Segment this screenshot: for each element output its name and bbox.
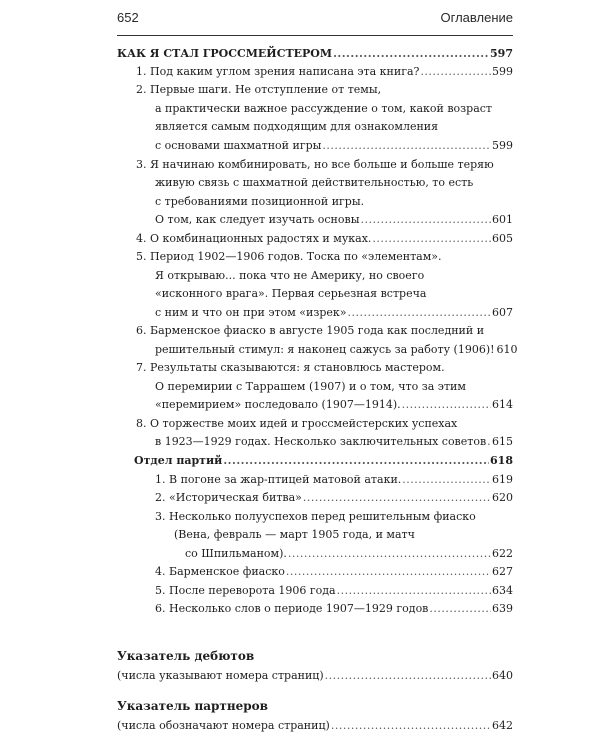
toc-entry[interactable] — [155, 210, 513, 229]
leader-dots — [331, 716, 491, 735]
toc-entry[interactable] — [136, 247, 513, 266]
toc-entry-title: 1. Под каким углом зрения написана эта книга? — [136, 65, 420, 78]
index-entry-openings[interactable] — [117, 666, 513, 685]
toc-entry[interactable] — [155, 377, 513, 396]
toc-entry[interactable] — [136, 80, 513, 99]
toc-entry-title: 5. Период 1902—1906 годов. Тоска по «элементам». — [136, 250, 442, 263]
toc-entry-title: решительный стимул: я наконец сажусь за работу (1906)! — [155, 343, 495, 356]
toc-entry-page: 619 — [492, 473, 513, 486]
index-title-partners[interactable]: Указатель партнеров — [117, 699, 269, 713]
toc-entry[interactable] — [136, 321, 513, 340]
leader-dots — [487, 432, 491, 451]
toc-entry-title: 6. Барменское фиаско в августе 1905 года как последний и — [136, 324, 485, 337]
toc-entry[interactable] — [155, 136, 513, 155]
leader-dots — [402, 470, 491, 489]
leader-dots — [337, 581, 491, 600]
toc-entry[interactable] — [155, 432, 513, 451]
toc-entry-title: Отдел партий — [134, 454, 223, 467]
toc-entry-title: живую связь с шахматной действительностью, то есть — [155, 176, 474, 189]
toc-entry-title: с требованиями позиционной игры. — [155, 195, 365, 208]
toc-entry-title: 4. Барменское фиаско — [155, 565, 285, 578]
toc-entry-page: 620 — [492, 491, 513, 504]
leader-dots — [347, 303, 491, 322]
toc-entry-title: (Вена, февраль — март 1905 года, и матч — [174, 528, 415, 541]
toc-entry-page: 622 — [492, 547, 513, 560]
toc-entry-title: 7. Результаты сказываются: я становлюсь мастером. — [136, 361, 445, 374]
toc-entry-title: с основами шахматной игры — [155, 139, 322, 152]
toc-entry[interactable] — [155, 117, 513, 136]
toc-entry[interactable] — [136, 414, 513, 433]
toc-entry-page: 627 — [492, 565, 513, 578]
toc-entry[interactable] — [155, 284, 513, 303]
toc-entry[interactable] — [155, 507, 513, 526]
leader-dots — [322, 136, 491, 155]
toc-entry-page: 634 — [492, 584, 513, 597]
toc-entry[interactable] — [174, 525, 513, 544]
toc-entry[interactable] — [155, 488, 513, 507]
leader-dots — [288, 544, 491, 563]
toc-entry-title: 2. Первые шаги. Не отступление от темы, — [136, 83, 382, 96]
toc-entry-page: 607 — [492, 306, 513, 319]
toc-entry-title: 6. Несколько слов о периоде 1907—1929 годов — [155, 602, 429, 615]
leader-dots — [360, 210, 491, 229]
toc-entry[interactable] — [136, 358, 513, 377]
toc-entry-page: 601 — [492, 213, 513, 226]
toc-entry[interactable] — [117, 44, 513, 63]
toc-entry-title: 2. «Историческая битва» — [155, 491, 302, 504]
leader-dots — [402, 395, 491, 414]
leader-dots — [333, 44, 489, 63]
toc-entry[interactable] — [134, 451, 513, 470]
toc-entry-title: КАК Я СТАЛ ГРОССМЕЙСТЕРОМ — [117, 47, 333, 60]
toc-entry-page: 639 — [492, 602, 513, 615]
toc-entry-title: О перемирии с Таррашем (1907) и о том, что за этим — [155, 380, 466, 393]
page-number: 652 — [117, 10, 139, 25]
toc-entry-title: 1. В погоне за жар-птицей матовой атаки. — [155, 473, 402, 486]
index-title-openings[interactable]: Указатель дебютов — [117, 649, 255, 663]
leader-dots — [325, 666, 491, 685]
index-note: (числа обозначают номера страниц) — [117, 719, 330, 732]
leader-dots — [429, 599, 491, 618]
toc-entry-title: в 1923—1929 годах. Несколько заключительных советов — [155, 435, 487, 448]
leader-dots — [286, 562, 491, 581]
toc-entry-title: с ним и что он при этом «изрек» — [155, 306, 347, 319]
header-rule — [117, 35, 513, 36]
toc-entry[interactable] — [155, 470, 513, 489]
toc-entry-page: 599 — [492, 65, 513, 78]
toc-entry-title: «перемирием» последовало (1907—1914). — [155, 398, 401, 411]
toc-entry[interactable] — [155, 99, 513, 118]
index-entry-partners[interactable] — [117, 716, 513, 735]
toc-entry-page: 610 — [496, 343, 518, 356]
index-page: 640 — [492, 669, 513, 682]
toc-entry-title: является самым подходящим для ознакомления — [155, 120, 439, 133]
toc-entry[interactable] — [155, 266, 513, 285]
toc-entry-page: 599 — [492, 139, 513, 152]
leader-dots — [223, 451, 489, 470]
toc-entry[interactable] — [155, 340, 518, 359]
toc-entry-title: 4. О комбинационных радостях и муках. — [136, 232, 372, 245]
toc-entry[interactable] — [185, 544, 513, 563]
toc-entry-title: 8. О торжестве моих идей и гроссмейстерских успехах — [136, 417, 458, 430]
leader-dots — [420, 62, 491, 81]
toc-entry-title: Я открываю... пока что не Америку, но своего — [155, 269, 425, 282]
toc-entry[interactable] — [155, 303, 513, 322]
running-title: Оглавление — [440, 10, 513, 25]
leader-dots — [303, 488, 491, 507]
leader-dots — [372, 229, 491, 248]
toc-entry-page: 605 — [492, 232, 513, 245]
toc-entry[interactable] — [155, 395, 513, 414]
toc-entry[interactable] — [155, 581, 513, 600]
toc-entry-page: 615 — [492, 435, 513, 448]
toc-entry[interactable] — [136, 229, 513, 248]
toc-entry[interactable] — [136, 62, 513, 81]
toc-entry[interactable] — [155, 192, 513, 211]
toc-entry[interactable] — [155, 562, 513, 581]
toc-entry-title: а практически важное рассуждение о том, какой возраст — [155, 102, 493, 115]
toc-entry-title: 3. Несколько полууспехов перед решительным фиаско — [155, 510, 476, 523]
toc-entry[interactable] — [155, 173, 513, 192]
toc-entry[interactable] — [136, 155, 513, 174]
toc-entry-title: 5. После переворота 1906 года — [155, 584, 336, 597]
toc-entry-page: 618 — [490, 454, 513, 467]
toc-entry-title: 3. Я начинаю комбинировать, но все больше и больше теряю — [136, 158, 494, 171]
toc-entry-page: 614 — [492, 398, 513, 411]
toc-entry-page: 597 — [490, 47, 513, 60]
toc-entry-title: «исконного врага». Первая серьезная встреча — [155, 287, 427, 300]
toc-entry-title: О том, как следует изучать основы — [155, 213, 360, 226]
index-note: (числа указывают номера страниц) — [117, 669, 324, 682]
index-page: 642 — [492, 719, 513, 732]
toc-entry-title: со Шпильманом). — [185, 547, 287, 560]
toc-entry[interactable] — [155, 599, 513, 618]
